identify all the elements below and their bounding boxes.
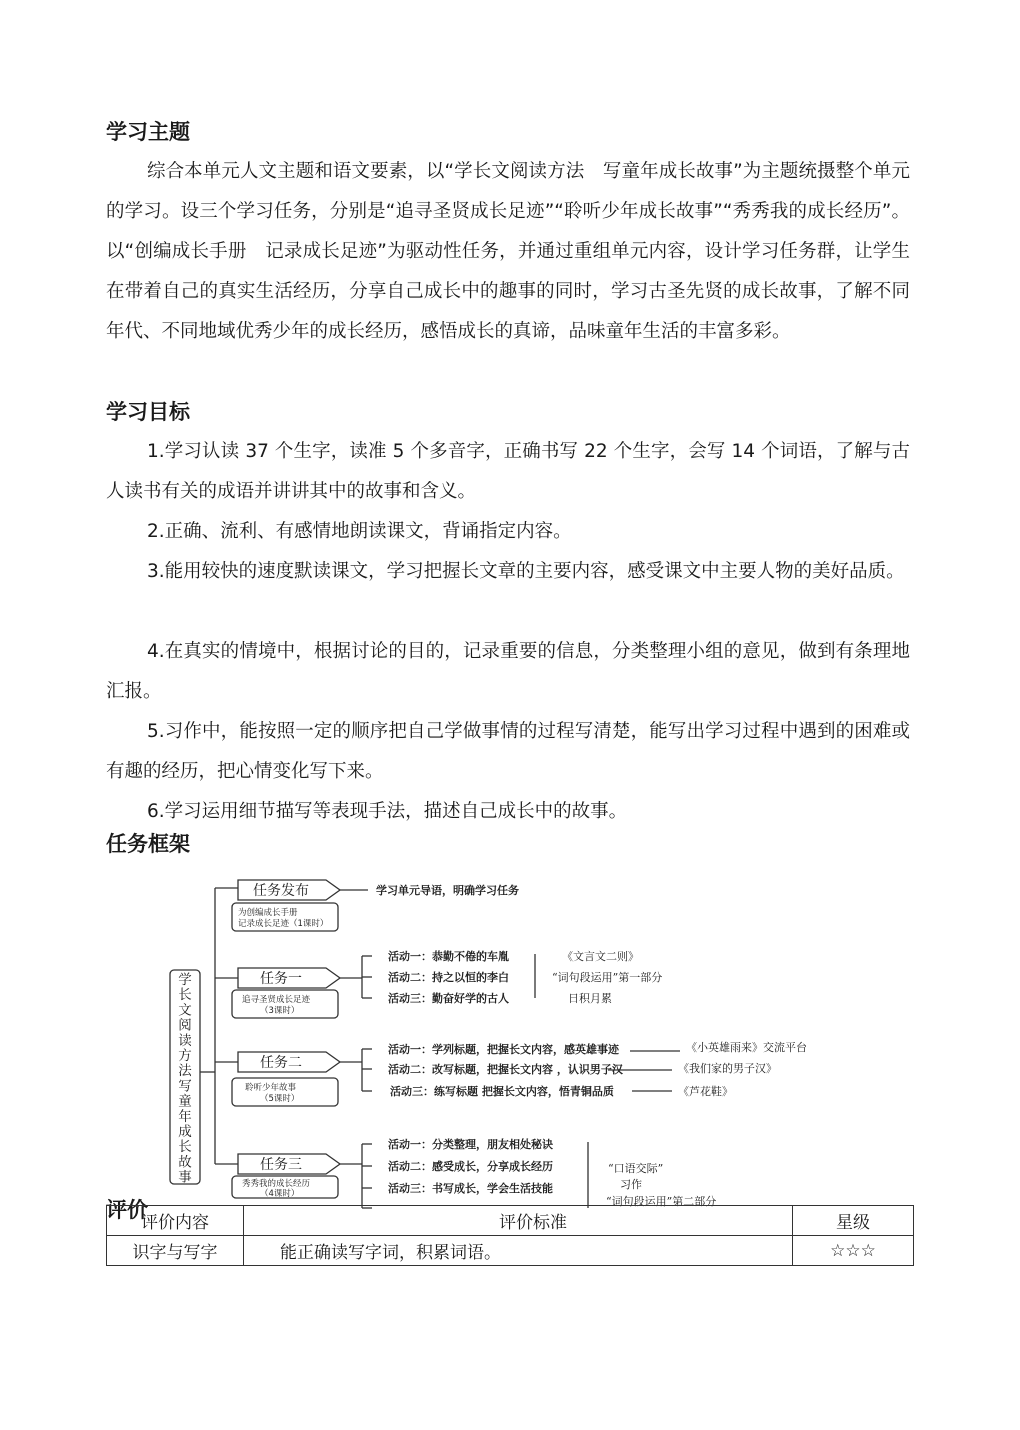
theme-paragraph: 综合本单元人文主题和语文要素，以“学长文阅读方法 写童年成长故事”为主题统摄整个单元的学习。设三个学习任务，分别是“追寻圣贤成长足迹”“聆听少年成长故事”“秀秀我的成长经历”。以“创编成长手册 记录成长足迹”为驱动性任务，并通过重组单元内容，设计学习任务群，让学生在带着自己的真实生活经历，分享自己成长中的趣事的同时，学习古圣先贤的成长故事，了解不同年代、不同地域优秀少年的成长经历，感悟成长的真谛，品味童年生活的丰富多彩。 (106, 161, 910, 342)
evaluation-table (106, 1205, 914, 1266)
goal-item-5: 5.习作中，能按照一定的顺序把自己学做事情的过程写清楚，能写出学习过程中遇到的困难或有趣的经历，把心情变化写下来。 (106, 721, 910, 782)
task3-resource-2: 习作 (620, 1178, 642, 1191)
release-label: 任务发布 (253, 883, 309, 899)
root-char: 故 (178, 1154, 192, 1171)
task1-sub2: （3课时） (260, 1006, 300, 1016)
task1-resource-3: 日积月累 (568, 992, 612, 1005)
task1-activity-2: 活动二：持之以恒的李白 (388, 971, 509, 984)
task2-resource-2: 《我们家的男子汉》 (678, 1062, 777, 1075)
header-standard: 评价标准 (244, 1206, 793, 1236)
task1-label: 任务一 (260, 971, 302, 987)
task3-label: 任务三 (260, 1157, 302, 1173)
header-content: 评价内容 (107, 1206, 244, 1236)
root-char: 方 (178, 1048, 192, 1064)
task3-resource-3: “词句段运用”第二部分 (606, 1195, 717, 1208)
task3-activity-3: 活动三：书写成长，学会生活技能 (388, 1182, 553, 1195)
task2-activity-3: 活动三：练写标题 把握长文内容，悟青铜品质 (390, 1085, 614, 1098)
row-content: 识字与写字 (107, 1236, 244, 1266)
task3-sub2: （4课时） (260, 1189, 300, 1199)
task2-activity-1: 活动一：学列标题，把握长文内容，感英雄事迹 (388, 1043, 619, 1056)
root-char: 法 (178, 1063, 192, 1080)
task2-sub2: （5课时） (260, 1094, 300, 1104)
section-title-goals: 学习目标 (106, 400, 190, 424)
goal-item-1: 1.学习认读 37 个生字，读准 5 个多音字，正确书写 22 个生字，会写 14 个词语，了解与古人读书有关的成语并讲讲其中的故事和含义。 (106, 441, 910, 502)
task1-sub1: 追寻圣贤成长足迹 (242, 995, 311, 1005)
goal-item-4: 4.在真实的情境中，根据讨论的目的，记录重要的信息，分类整理小组的意见，做到有条理地汇报。 (106, 641, 910, 702)
table-header-row (107, 1206, 914, 1236)
root-char: 文 (178, 1002, 192, 1019)
section-title-theme: 学习主题 (106, 120, 190, 144)
root-char: 童 (178, 1093, 192, 1110)
root-char: 长 (178, 987, 192, 1004)
goal-item-6: 6.学习运用细节描写等表现手法，描述自己成长中的故事。 (147, 801, 628, 822)
task2-resource-3: 《芦花鞋》 (678, 1085, 733, 1098)
root-char: 事 (178, 1169, 192, 1186)
goal-item-3: 3.能用较快的速度默读课文，学习把握长文章的主要内容，感受课文中主要人物的美好品质。 (147, 561, 905, 582)
root-char: 阅 (178, 1017, 192, 1034)
root-char: 读 (178, 1032, 192, 1049)
row-stars: ☆☆☆ (793, 1236, 914, 1266)
task3-activity-1: 活动一：分类整理，朋友相处秘诀 (388, 1138, 553, 1151)
release-note: 学习单元导语，明确学习任务 (376, 884, 519, 897)
release-sub1: 为创编成长手册 (238, 908, 298, 918)
row-standard: 能正确读写字词，积累词语。 (244, 1236, 793, 1266)
task1-resource-2: “词句段运用”第一部分 (552, 971, 663, 984)
task3-resource-1: “口语交际” (608, 1162, 664, 1175)
root-char: 学 (178, 972, 192, 988)
root-char: 长 (178, 1139, 192, 1156)
task-framework-diagram (160, 868, 860, 1208)
section-title-evaluation: 评价 (106, 1198, 148, 1223)
root-char: 写 (178, 1078, 192, 1095)
task3-activity-2: 活动二：感受成长，分享成长经历 (388, 1160, 553, 1173)
release-sub2: 记录成长足迹（1课时） (238, 919, 329, 929)
root-vertical-text (178, 972, 192, 1186)
task2-resource-1: 《小英雄雨来》交流平台 (686, 1041, 807, 1054)
task2-label: 任务二 (260, 1055, 302, 1071)
task1-activity-3: 活动三：勤奋好学的古人 (388, 992, 509, 1005)
task2-activity-2: 活动二：改写标题，把握长文内容 ，认识男子汉 (388, 1063, 623, 1076)
task2-sub1: 聆听少年故事 (245, 1083, 297, 1093)
root-char: 年 (178, 1108, 192, 1125)
section-title-framework: 任务框架 (106, 832, 190, 856)
task3-sub1: 秀秀我的成长经历 (242, 1179, 311, 1189)
root-char: 成 (178, 1124, 192, 1140)
goal-item-2: 2.正确、流利、有感情地朗读课文，背诵指定内容。 (147, 521, 572, 542)
table-row (107, 1236, 914, 1266)
header-stars: 星级 (793, 1206, 914, 1236)
task1-activity-1: 活动一：恭勤不倦的车胤 (388, 950, 509, 963)
task1-resource-1: 《文言文二则》 (562, 950, 639, 963)
